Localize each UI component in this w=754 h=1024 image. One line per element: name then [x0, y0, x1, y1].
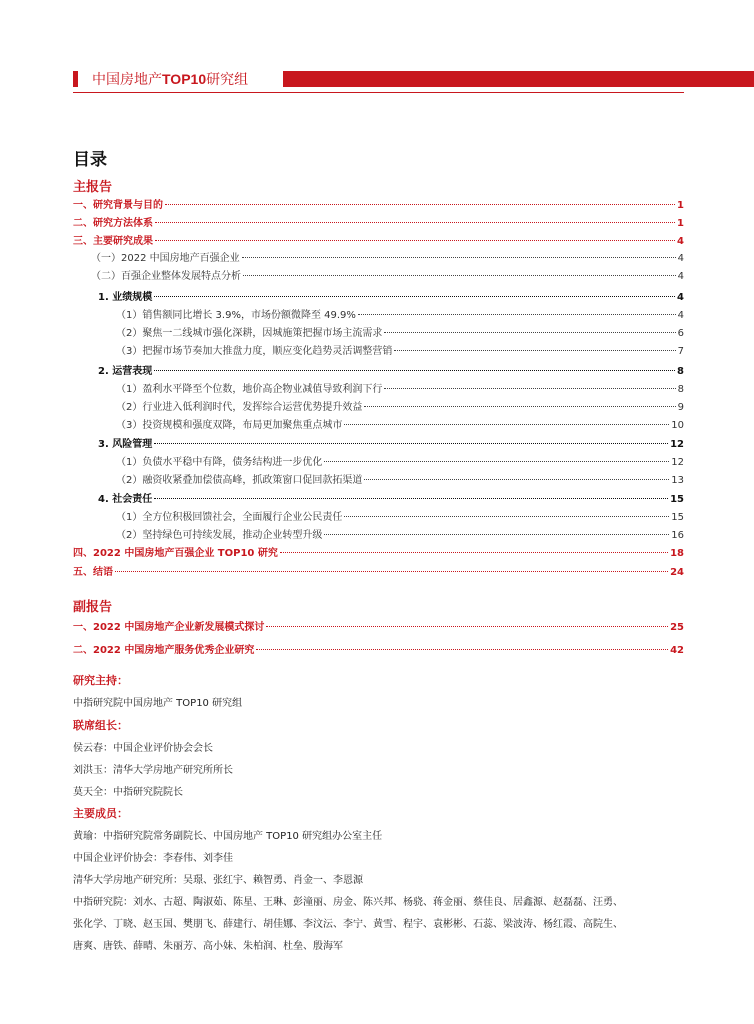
member-line: 黄瑜：中指研究院常务副院长、中国房地产 TOP10 研究组办公室主任	[73, 831, 383, 842]
leader-line: 刘洪玉：清华大学房地产研究所所长	[73, 765, 233, 776]
toc-entry[interactable]: 二、研究方法体系 1	[73, 218, 684, 229]
toc-entry[interactable]: 4. 社会责任 15	[98, 494, 684, 505]
host-heading: 研究主持：	[73, 674, 128, 687]
member-line: 唐爽、唐铁、薛晴、朱丽芳、高小妹、朱柏润、杜垒、殷海军	[73, 941, 343, 952]
page-header	[73, 69, 754, 89]
toc-entry[interactable]: （3）投资规模和强度双降，布局更加聚焦重点城市 10	[116, 420, 684, 431]
toc-entry[interactable]: 二、2022 中国房地产服务优秀企业研究 42	[73, 645, 684, 656]
toc-entry[interactable]: （3）把握市场节奏加大推盘力度，顺应变化趋势灵活调整营销 7	[116, 346, 684, 357]
members-heading: 主要成员：	[73, 807, 128, 820]
toc-entry[interactable]: 2. 运营表现 8	[98, 366, 684, 377]
toc-entry[interactable]: 3. 风险管理 12	[98, 439, 684, 450]
toc-entry[interactable]: （二）百强企业整体发展特点分析 4	[91, 271, 684, 282]
toc-entry[interactable]: （2）行业进入低利润时代，发挥综合运营优势提升效益 9	[116, 402, 684, 413]
header-title: 中国房地产TOP10研究组	[92, 71, 249, 88]
toc-entry[interactable]: （2）融资收紧叠加偿债高峰，抓政策窗口促回款拓渠道 13	[116, 475, 684, 486]
leader-line: 侯云春：中国企业评价协会会长	[73, 743, 213, 754]
toc-entry[interactable]: （2）聚焦一二线城市强化深耕，因城施策把握市场主流需求 6	[116, 328, 684, 339]
leader-line: 莫天全：中指研究院院长	[73, 787, 183, 798]
toc-entry[interactable]: 一、研究背景与目的 1	[73, 200, 684, 211]
toc-entry[interactable]: 一、2022 中国房地产企业新发展模式探讨 25	[73, 622, 684, 633]
toc-entry[interactable]: （1）盈利水平降至个位数，地价高企物业减值导致利润下行 8	[116, 384, 684, 395]
header-accent-bar-right	[283, 71, 754, 87]
toc-entry[interactable]: （一）2022 中国房地产百强企业 4	[91, 253, 684, 264]
member-line: 中国企业评价协会：李春伟、刘李佳	[73, 853, 233, 864]
member-line: 清华大学房地产研究所：吴璟、张红宇、赖智勇、肖金一、李恩源	[73, 875, 363, 886]
toc-title: 目录	[73, 150, 107, 170]
header-divider	[73, 92, 684, 93]
toc-entry[interactable]: （1）负债水平稳中有降，债务结构进一步优化 12	[116, 457, 684, 468]
host-name: 中指研究院中国房地产 TOP10 研究组	[73, 698, 243, 709]
toc-entry[interactable]: （2）坚持绿色可持续发展，推动企业转型升级 16	[116, 530, 684, 541]
member-line: 中指研究院：刘水、古超、陶淑茹、陈星、王琳、彭潼丽、房金、陈兴邦、杨骁、蒋金丽、蔡佳良、居鑫源、赵磊磊、汪勇、	[73, 897, 623, 908]
toc-entry[interactable]: （1）销售额同比增长 3.9%，市场份额微降至 49.9% 4	[116, 310, 684, 321]
member-line: 张化学、丁晓、赵玉国、樊朋飞、薛建行、胡佳娜、李汶沄、李宁、黄雪、程宇、袁彬彬、石蕊、梁波涛、杨红霞、高院生、	[73, 919, 623, 930]
header-accent-bar	[73, 71, 78, 87]
toc-entry[interactable]: 1. 业绩规模 4	[98, 292, 684, 303]
toc-entry[interactable]: 三、主要研究成果 4	[73, 236, 684, 247]
sub-report-title: 副报告	[73, 600, 113, 615]
toc-entry[interactable]: 五、结语 24	[73, 567, 684, 578]
main-report-title: 主报告	[73, 180, 113, 195]
leaders-heading: 联席组长：	[73, 719, 128, 732]
toc-entry[interactable]: 四、2022 中国房地产百强企业 TOP10 研究 18	[73, 548, 684, 559]
toc-entry[interactable]: （1）全方位积极回馈社会，全面履行企业公民责任 15	[116, 512, 684, 523]
